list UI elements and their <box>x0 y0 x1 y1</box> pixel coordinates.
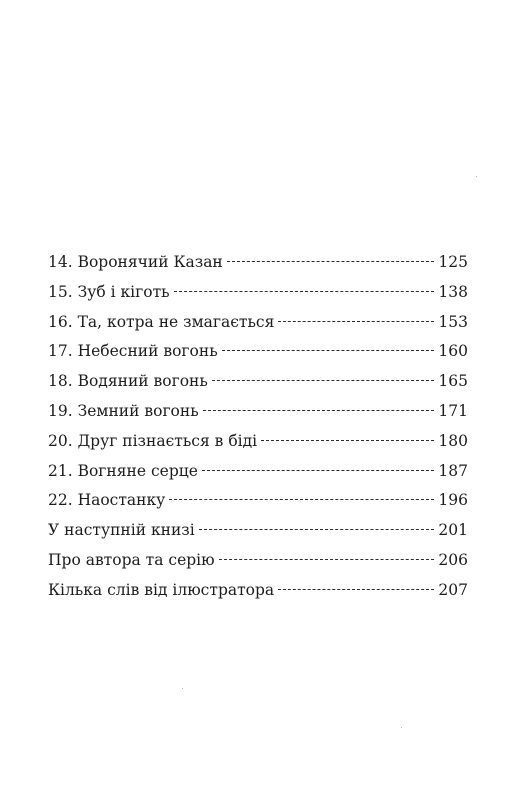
toc-entry <box>48 432 468 462</box>
toc-dot-leader <box>261 440 434 441</box>
toc-entry <box>48 313 468 343</box>
toc-dot-leader <box>278 321 434 322</box>
toc-entry-page: 171 <box>438 401 468 420</box>
toc-entry-page: 153 <box>438 312 468 331</box>
toc-entry <box>48 521 468 551</box>
toc-dot-leader <box>202 470 435 471</box>
toc-entry <box>48 581 468 611</box>
toc-dot-leader <box>227 261 435 262</box>
toc-entry <box>48 342 468 372</box>
toc-entry-page: 207 <box>438 580 468 599</box>
toc-dot-leader <box>174 291 435 292</box>
toc-entry <box>48 283 468 313</box>
toc-dot-leader <box>222 350 435 351</box>
toc-entry-page: 138 <box>438 282 468 301</box>
toc-dot-leader <box>278 589 434 590</box>
toc-entry-page: 165 <box>438 372 468 391</box>
toc-entry-title: Кілька слів від ілюстратора <box>48 580 275 599</box>
toc-entry-page: 160 <box>438 342 468 361</box>
toc-entry-page: 196 <box>438 491 468 510</box>
toc-dot-leader <box>219 559 435 560</box>
toc-entry <box>48 372 468 402</box>
paper-speck <box>401 727 402 728</box>
toc-dot-leader <box>212 380 435 381</box>
toc-entry-page: 206 <box>438 550 468 569</box>
toc-entry <box>48 491 468 521</box>
toc-entry-title: 18. Водяний вогонь <box>48 372 208 391</box>
toc-dot-leader <box>203 410 435 411</box>
paper-speck <box>182 688 183 689</box>
toc-entry-title: 19. Земний вогонь <box>48 401 199 420</box>
toc-dot-leader <box>169 499 434 500</box>
toc-entry-title: Про автора та серію <box>48 550 215 569</box>
toc-entry-title: 22. Наостанку <box>48 491 166 510</box>
paper-speck <box>476 176 477 177</box>
toc-entry-title: 21. Вогняне серце <box>48 461 198 480</box>
toc-entry-page: 201 <box>438 521 468 540</box>
table-of-contents <box>48 253 468 611</box>
toc-entry <box>48 253 468 283</box>
toc-entry-page: 187 <box>438 461 468 480</box>
toc-entry-title: 14. Воронячий Казан <box>48 253 223 271</box>
toc-entry <box>48 402 468 432</box>
toc-dot-leader <box>199 529 435 530</box>
toc-entry-title: 17. Небесний вогонь <box>48 342 218 361</box>
toc-entry-title: 15. Зуб і кіготь <box>48 282 170 301</box>
toc-entry-title: У наступній книзі <box>48 521 195 540</box>
toc-entry <box>48 462 468 492</box>
toc-entry-page: 180 <box>438 431 468 450</box>
toc-entry <box>48 551 468 581</box>
toc-entry-title: 16. Та, котра не змагається <box>48 312 275 331</box>
toc-entry-title: 20. Друг пізнається в біді <box>48 431 258 450</box>
toc-entry-page: 125 <box>438 253 468 271</box>
